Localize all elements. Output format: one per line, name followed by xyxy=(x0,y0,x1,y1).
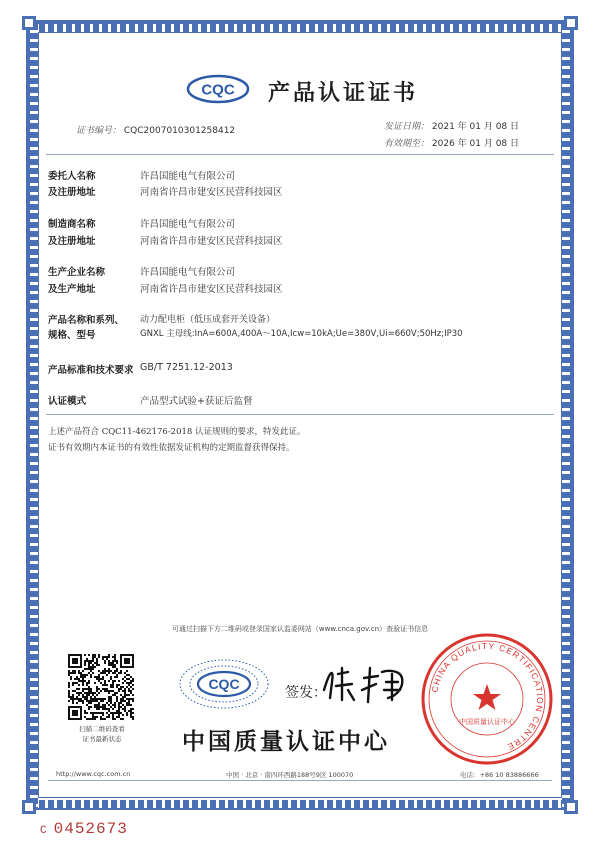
handwritten-signature xyxy=(318,660,414,706)
logo-text: CQC xyxy=(208,676,240,692)
certificate-statement xyxy=(48,424,548,456)
official-seal xyxy=(420,632,554,766)
field-label: 产品标准和技术要求 xyxy=(48,365,134,376)
issue-date-value: 2021 年 01 月 08 日 xyxy=(431,122,520,132)
field-label: 及注册地址 xyxy=(48,187,96,198)
footer-phone: 电话：+86 10 83886666 xyxy=(460,771,539,779)
cqc-logo xyxy=(186,74,250,104)
border-corner xyxy=(22,16,36,30)
valid-until xyxy=(384,136,519,153)
organization-name: 中国质量认证中心 xyxy=(182,729,390,755)
issue-date-label: 发证日期： xyxy=(384,122,430,132)
border-corner xyxy=(22,800,36,814)
issue-date xyxy=(384,119,519,136)
cqc-globe-logo xyxy=(178,658,270,710)
signature-label: 签发： xyxy=(285,685,327,701)
border-corner xyxy=(564,800,578,814)
field-label: 委托人名称 xyxy=(48,171,96,182)
field-value: 许昌国能电气有限公司 xyxy=(140,267,236,278)
date-block xyxy=(384,119,519,153)
field-value: 河南省许昌市建安区民营科技园区 xyxy=(140,284,283,295)
cert-no-value: CQC2007010301258412 xyxy=(123,126,236,136)
statement-line: 上述产品符合 CQC11-462176-2018 认证规则的要求，特发此证。 xyxy=(48,427,306,437)
field-value: 产品型式试验+获证后监督 xyxy=(140,396,253,407)
field-label: 规格、型号 xyxy=(48,330,96,341)
qr-code[interactable] xyxy=(68,654,134,720)
cert-no-label: 证书编号： xyxy=(76,126,122,136)
field-value: 河南省许昌市建安区民营科技园区 xyxy=(140,187,283,198)
verify-text: 可通过扫描下方二维码或登录国家认监委网站（www.cnca.gov.cn）查验证书信息 xyxy=(171,625,429,633)
field-label: 制造商名称 xyxy=(48,219,96,230)
divider xyxy=(46,154,554,155)
svg-text:中国质量认证中心: 中国质量认证中心 xyxy=(459,718,515,726)
border-pattern-right xyxy=(562,24,570,808)
border-corner xyxy=(564,16,578,30)
svg-text:CHINA QUALITY CERTIFICATION CE: CHINA QUALITY CERTIFICATION CENTRE xyxy=(429,640,546,753)
field-value: 许昌国能电气有限公司 xyxy=(140,219,236,230)
certificate-title: 产品认证证书 xyxy=(268,80,419,106)
border-pattern-top xyxy=(30,24,570,32)
field-label: 产品名称和系列、 xyxy=(48,315,125,326)
certificate-number xyxy=(76,123,235,136)
logo-text: CQC xyxy=(201,81,235,99)
border-pattern-bottom xyxy=(30,800,570,808)
qr-caption: 扫描二维码查看 证书最新状态 xyxy=(79,725,125,743)
statement-line: 证书有效期内本证书的有效性依据发证机构的定期监督获得保持。 xyxy=(48,443,295,453)
footer-website[interactable]: http://www.cqc.com.cn xyxy=(56,770,131,778)
field-label: 生产企业名称 xyxy=(48,267,106,278)
field-label: 及生产地址 xyxy=(48,284,96,295)
field-label: 及注册地址 xyxy=(48,236,96,247)
serial-value: 0452673 xyxy=(53,820,128,838)
field-value: 许昌国能电气有限公司 xyxy=(140,171,236,182)
field-label: 认证模式 xyxy=(48,396,87,407)
product-spec: GNXL 主母线:InA=600A,400A～10A,Icw=10kA;Ue=380V,Ui=660V;50Hz;IP30 xyxy=(140,329,463,339)
footer-address: 中国 · 北京 · 南四环西路188号9区 100070 xyxy=(226,771,354,779)
border-pattern-left xyxy=(30,24,38,808)
valid-until-value: 2026 年 01 月 08 日 xyxy=(431,139,520,149)
field-value: GB/T 7251.12-2013 xyxy=(140,362,233,373)
field-value: 河南省许昌市建安区民营科技园区 xyxy=(140,236,283,247)
serial-number xyxy=(40,820,128,838)
divider xyxy=(46,414,554,415)
serial-prefix: C xyxy=(40,825,48,837)
footer-divider xyxy=(48,780,552,781)
product-name: 动力配电柜（低压成套开关设备） xyxy=(140,315,276,325)
valid-until-label: 有效期至： xyxy=(384,139,430,149)
